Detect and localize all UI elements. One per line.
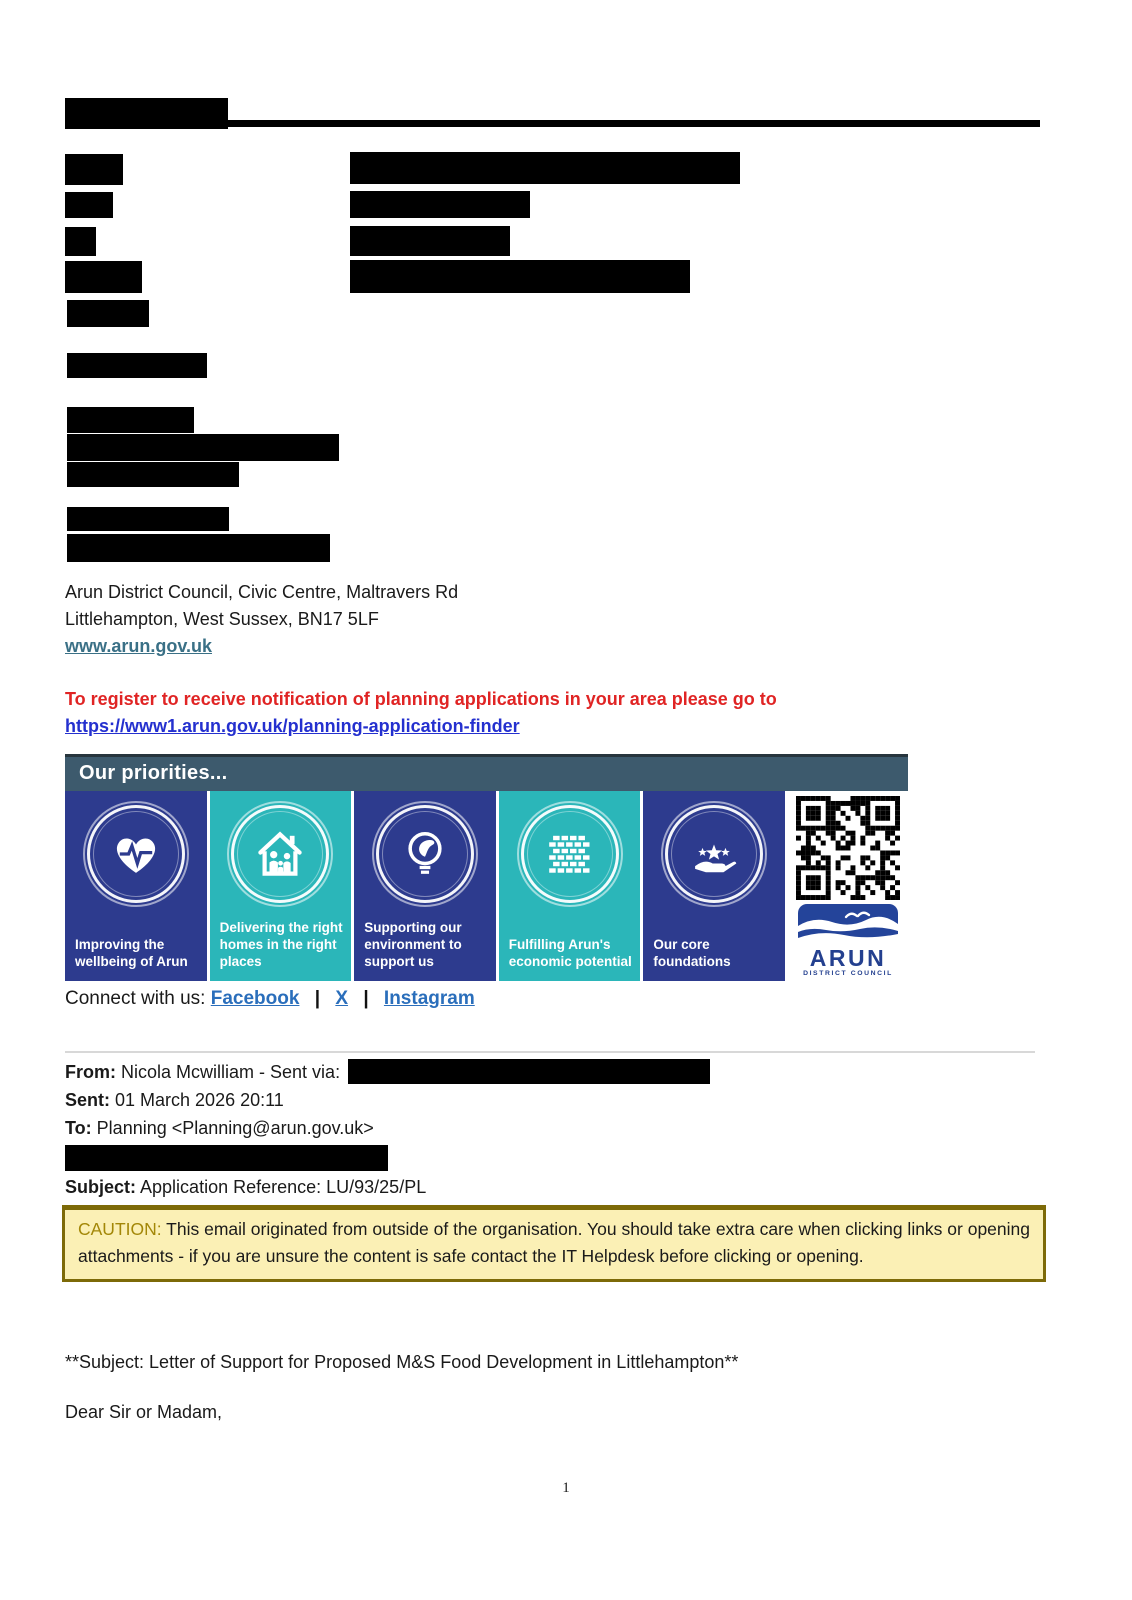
redaction-bar [67, 507, 229, 531]
redaction-bar [67, 462, 239, 487]
redaction-bar [350, 226, 510, 256]
council-website-link[interactable]: www.arun.gov.uk [65, 636, 213, 656]
instagram-link[interactable]: Instagram [383, 988, 475, 1009]
x-link[interactable]: X [335, 988, 349, 1009]
logo-subtitle: DISTRICT COUNCIL [803, 970, 893, 978]
tile-homes [210, 791, 352, 981]
redaction-bar [67, 534, 330, 562]
priorities-title: Our priorities... [65, 757, 908, 791]
subject-value: Application Reference: LU/93/25/PL [140, 1177, 427, 1197]
email-headers [65, 1058, 710, 1201]
tile-label: Supporting our environment to support us [364, 920, 462, 970]
heart-pulse-icon [87, 805, 185, 903]
hand-stars-icon [665, 805, 763, 903]
logo-name: ARUN [809, 945, 887, 971]
arun-council-logo [795, 904, 901, 977]
tile-economic [499, 791, 641, 981]
banner-right-column [788, 791, 908, 981]
to-label: To: [65, 1118, 92, 1138]
redaction-bar [350, 260, 690, 293]
to-line [65, 1114, 710, 1142]
redaction-bar [67, 353, 207, 378]
caution-label: CAUTION: [78, 1219, 162, 1239]
redaction-bar [65, 227, 96, 256]
redaction-bar [67, 434, 339, 461]
redaction-bar [348, 1059, 710, 1084]
redaction-bar [350, 191, 530, 218]
page-number: 1 [562, 1480, 570, 1496]
to-value: Planning <Planning@arun.gov.uk> [96, 1118, 374, 1138]
register-notice [65, 686, 777, 740]
separator: | [314, 988, 321, 1009]
tile-label: Improving the wellbeing of Arun [75, 937, 188, 970]
planning-finder-link[interactable]: https://www1.arun.gov.uk/planning-application-finder [65, 716, 520, 736]
redaction-bar [67, 300, 149, 327]
seagull-waves-icon [798, 904, 898, 946]
home-family-icon [231, 805, 329, 903]
qr-code [796, 796, 900, 900]
priorities-banner [65, 754, 908, 981]
register-notice-text: To register to receive notification of planning applications in your area please go to [65, 689, 777, 709]
tile-label: Fulfilling Arun's economic potential [508, 937, 632, 970]
redaction-bar [65, 154, 123, 185]
redaction-bar [67, 407, 194, 433]
sent-label: Sent: [65, 1090, 110, 1110]
address-line-2: Littlehampton, West Sussex, BN17 5LF [65, 609, 379, 629]
letter-salutation: Dear Sir or Madam, [65, 1402, 223, 1422]
redaction-bar [65, 98, 228, 129]
redaction-bar [65, 1145, 388, 1171]
tile-label: Our core foundations [653, 937, 731, 970]
letter-subject: **Subject: Letter of Support for Proposed M&S Food Development in Littlehampton** [65, 1352, 739, 1372]
redaction-bar [65, 261, 142, 293]
tile-environment [354, 791, 496, 981]
brick-wall-icon [521, 805, 619, 903]
connect-label: Connect with us: [65, 988, 206, 1009]
sent-value: 01 March 2026 20:11 [115, 1090, 284, 1110]
redaction-bar [65, 192, 113, 218]
letterhead-rule [228, 120, 1040, 127]
council-address [65, 579, 458, 660]
caution-text: This email originated from outside of the organisation. You should take extra care when clicking links or opening attachments - if you are unsure the content is safe contact the IT Helpdesk before clicking or opening. [78, 1219, 1031, 1266]
tile-wellbeing [65, 791, 207, 981]
redaction-bar [350, 152, 740, 184]
divider-rule [65, 1051, 1035, 1053]
lightbulb-leaf-icon [376, 805, 474, 903]
tile-label: Delivering the right homes in the right places [219, 920, 343, 970]
from-value: Nicola Mcwilliam - Sent via: [121, 1062, 341, 1082]
facebook-link[interactable]: Facebook [210, 988, 300, 1009]
priorities-tiles [65, 791, 908, 981]
separator: | [363, 988, 369, 1009]
tile-foundations [643, 791, 785, 981]
social-links-row [65, 988, 475, 1010]
address-line-1: Arun District Council, Civic Centre, Maltravers Rd [65, 582, 459, 602]
sent-line [65, 1086, 710, 1114]
from-label: From: [65, 1062, 116, 1082]
caution-banner [62, 1205, 1046, 1282]
from-line [65, 1058, 710, 1086]
subject-label: Subject: [65, 1177, 137, 1197]
subject-line [65, 1173, 710, 1201]
